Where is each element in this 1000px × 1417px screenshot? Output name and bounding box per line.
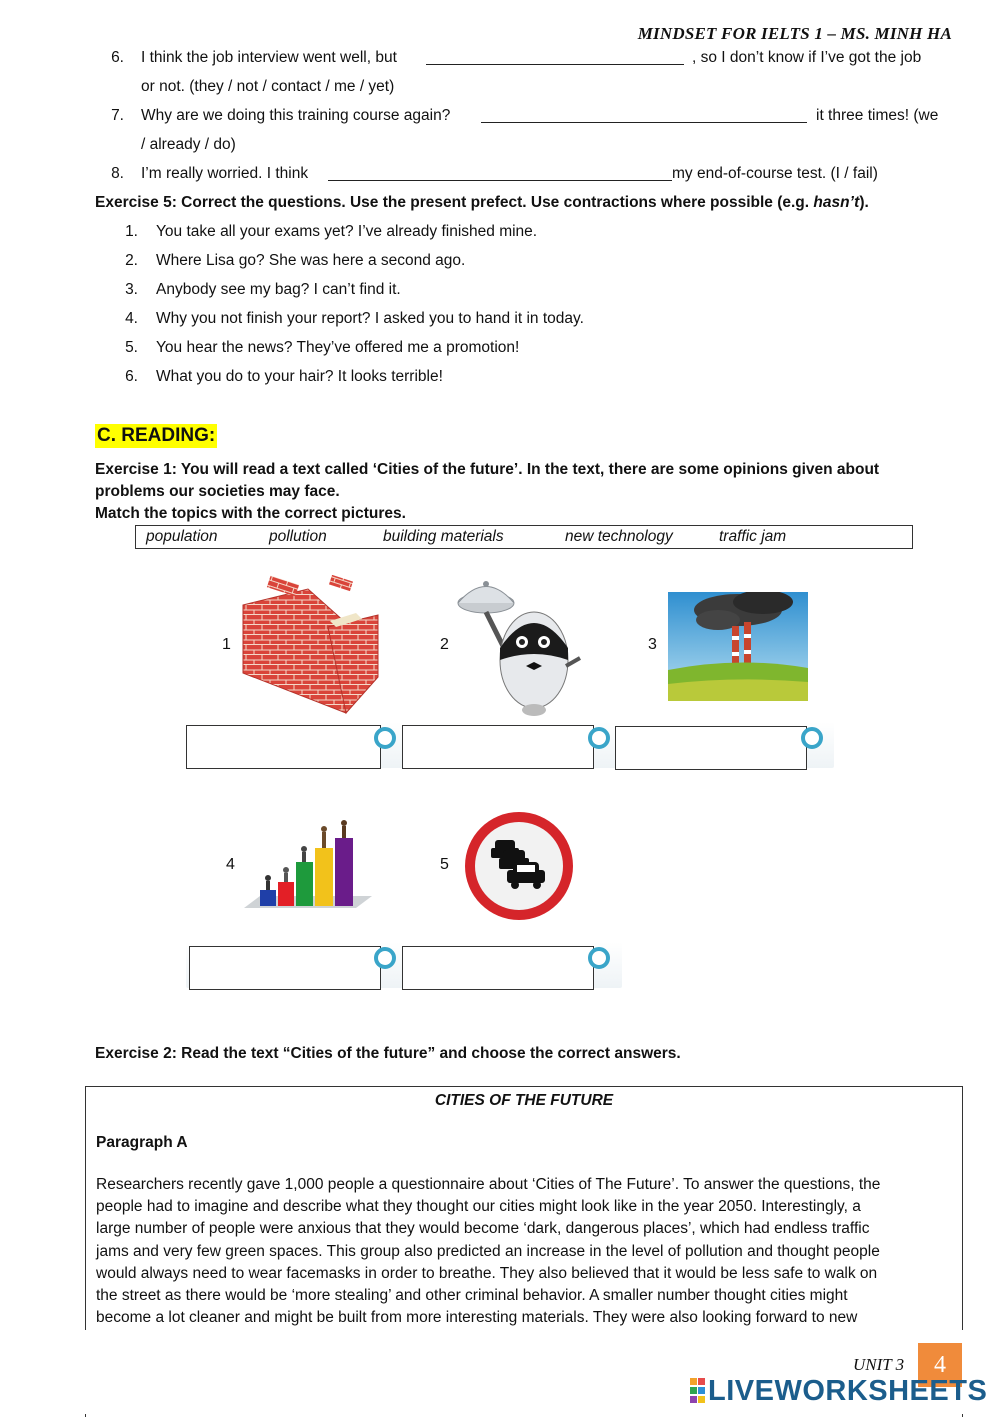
item-text-end: , so I don’t know if I’ve got the job	[692, 49, 922, 66]
item-text: You take all your exams yet? I’ve already finished mine.	[156, 223, 538, 240]
population-chart-image	[238, 818, 378, 913]
topic-word: traffic jam	[719, 528, 787, 545]
reading-ex1-line3: Match the topics with the correct pictures.	[95, 505, 406, 522]
item-number: 6.	[125, 368, 138, 385]
topics-word-box	[135, 525, 913, 549]
answer-box-1[interactable]	[186, 725, 381, 769]
picture-number: 2	[440, 636, 449, 653]
liveworksheets-brand[interactable]: LIVEWORKSHEETS	[708, 1375, 988, 1407]
exercise5-title: Exercise 5: Correct the questions. Use the present prefect. Use contractions where possible (e.g. hasn’t).	[95, 194, 869, 211]
item-number: 1.	[125, 223, 138, 240]
paragraph-line: Researchers recently gave 1,000 people a questionnaire about ‘Cities of The Future’. To answer the questions, the	[96, 1176, 881, 1193]
item-text: I’m really worried. I think	[141, 165, 309, 182]
footer-unit: UNIT 3	[853, 1355, 905, 1374]
item-text: What you do to your hair? It looks terrible!	[156, 368, 443, 385]
item-hint: or not. (they / not / contact / me / yet)	[141, 78, 395, 95]
section-title: C. READING:	[97, 425, 216, 446]
topic-word: population	[146, 528, 218, 545]
paragraph-line: jams and very few green spaces. This group also predicted an increase in the level of pollution and thought people	[96, 1242, 880, 1260]
item-text-end: it three times! (we	[816, 107, 939, 124]
item-number: 7.	[111, 107, 124, 124]
item-text: You hear the news? They’ve offered me a promotion!	[156, 339, 520, 356]
item-text: Anybody see my bag? I can’t find it.	[156, 281, 401, 298]
item-number: 6.	[111, 49, 124, 66]
drop-target-icon	[374, 947, 396, 969]
item-text: Why are we doing this training course again?	[141, 107, 451, 124]
reading-ex1-line1: Exercise 1: You will read a text called ‘Cities of the future’. In the text, there are some opinions given about	[95, 461, 880, 478]
reading-ex2-title: Exercise 2: Read the text “Cities of the future” and choose the correct answers.	[95, 1045, 681, 1062]
item-number: 3.	[125, 281, 138, 298]
drop-target-icon	[801, 727, 823, 749]
page-number-badge: 4	[918, 1343, 962, 1387]
item-text: Where Lisa go? She was here a second ago.	[156, 252, 466, 269]
factory-pollution-image	[668, 592, 808, 701]
item-number: 4.	[125, 310, 138, 327]
topic-word: new technology	[565, 528, 673, 545]
picture-number: 4	[226, 856, 235, 873]
item-number: 8.	[111, 165, 124, 182]
reading-ex1-line2: problems our societies may face.	[95, 483, 340, 500]
item-text: Why you not finish your report? I asked you to hand it in today.	[156, 310, 584, 327]
paragraph-heading: Paragraph A	[96, 1134, 188, 1151]
item-text: I think the job interview went well, but	[141, 49, 397, 66]
picture-number: 5	[440, 856, 449, 873]
drop-target-icon	[588, 727, 610, 749]
answer-box-5[interactable]	[402, 946, 594, 990]
answer-blank[interactable]	[426, 50, 684, 65]
item-text-end: my end-of-course test. (I / fail)	[672, 165, 878, 182]
item-number: 5.	[125, 339, 138, 356]
topic-word: building materials	[383, 528, 504, 545]
drop-target-icon	[588, 947, 610, 969]
answer-blank[interactable]	[328, 166, 672, 181]
picture-number: 1	[222, 636, 231, 653]
answer-box-4[interactable]	[189, 946, 381, 990]
traffic-jam-sign-image	[463, 810, 575, 922]
brick-wall-image	[238, 575, 388, 715]
robot-waiter-image	[452, 578, 587, 718]
drop-target-icon	[374, 727, 396, 749]
paragraph-body	[96, 1174, 956, 1329]
item-number: 2.	[125, 252, 138, 269]
paragraph-line: the street as there would be ‘more stealing’ and other criminal behavior. A smaller number thought cities might	[96, 1287, 848, 1305]
reading-text-title: CITIES OF THE FUTURE	[434, 1092, 614, 1109]
paragraph-line: would always need to wear facemasks in order to breathe. They also believed that it would be less safe to walk on	[96, 1264, 878, 1282]
liveworksheets-logo-icon	[690, 1378, 706, 1404]
paragraph-line: people had to imagine and describe what they thought our cities might look like in the year 2050. Interestingly, a	[96, 1198, 861, 1216]
paragraph-line: large number of people were anxious that they would become ‘dark, dangerous places’, which had endless traffic	[96, 1220, 870, 1238]
answer-box-2[interactable]	[402, 725, 594, 769]
answer-box-3[interactable]	[615, 726, 807, 770]
item-hint: / already / do)	[141, 136, 236, 153]
answer-blank[interactable]	[481, 108, 807, 123]
picture-number: 3	[648, 636, 657, 653]
paragraph-line: become a lot cleaner and might be built from more interesting materials. They were also looking forward to new	[96, 1309, 858, 1327]
page-header: MINDSET FOR IELTS 1 – MS. MINH HA	[637, 24, 952, 43]
topic-word: pollution	[269, 528, 327, 545]
